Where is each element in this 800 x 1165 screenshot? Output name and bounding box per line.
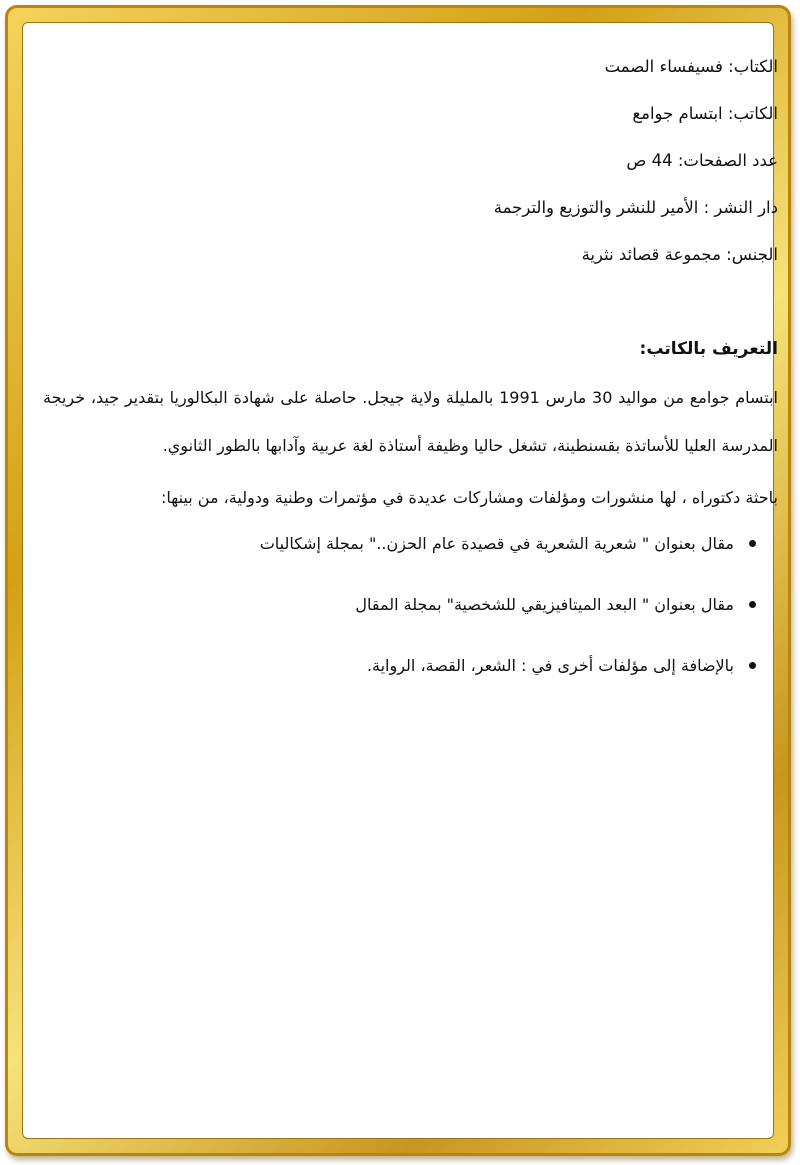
author-section-title: التعريف بالكاتب: bbox=[639, 339, 778, 359]
author-research-paragraph: باحثة دكتوراه ، لها منشورات ومؤلفات ومشاركات عديدة في مؤتمرات وطنية ودولية، من بينها: bbox=[160, 488, 778, 507]
book-title-line bbox=[43, 43, 778, 90]
info-label: الجنس: bbox=[726, 245, 778, 264]
info-value: الأمير للنشر والتوزيع والترجمة bbox=[493, 198, 699, 217]
bullet-icon bbox=[749, 662, 756, 669]
work-text: بالإضافة إلى مؤلفات أخرى في : الشعر، القصة، الرواية. bbox=[366, 656, 734, 675]
info-label: عدد الصفحات: bbox=[677, 151, 778, 170]
info-value: 44 ص bbox=[626, 151, 673, 170]
work-text: مقال بعنوان " شعرية الشعرية في قصيدة عام الحزن.." بمجلة إشكاليات bbox=[259, 534, 734, 553]
info-value: ابتسام جوامع bbox=[632, 104, 723, 123]
bullet-icon bbox=[749, 540, 756, 547]
author-bio-paragraph: ابتسام جوامع من مواليد 30 مارس 1991 بالمليلة ولاية جيجل. حاصلة على شهادة البكالوريا بتقدير جيد، خريجة المدرسة العليا للأساتذة بقسنطينة، تشغل حاليا وظيفة أستاذة لغة عربية وآدابها بالطور الثانوي. bbox=[43, 388, 779, 455]
info-label: الكتاب: bbox=[728, 57, 778, 76]
gold-frame bbox=[5, 5, 791, 1156]
genre-line bbox=[43, 231, 778, 278]
work-text: مقال بعنوان " البعد الميتافيزيقي للشخصية" بمجلة المقال bbox=[355, 595, 734, 614]
spacer bbox=[43, 278, 778, 324]
page-count-line bbox=[43, 137, 778, 184]
publisher-line bbox=[43, 184, 778, 231]
bullet-icon bbox=[749, 601, 756, 608]
list-item bbox=[43, 583, 734, 644]
list-item bbox=[43, 522, 734, 583]
info-label: دار النشر : bbox=[703, 198, 778, 217]
page-panel bbox=[22, 22, 779, 1139]
info-label: الكاتب: bbox=[727, 104, 778, 123]
info-value: مجموعة قصائد نثرية bbox=[581, 245, 721, 264]
book-info bbox=[43, 43, 778, 278]
info-value: فسيفساء الصمت bbox=[604, 57, 723, 76]
document-content bbox=[43, 43, 778, 705]
author-line bbox=[43, 90, 778, 137]
list-item bbox=[43, 644, 734, 705]
works-list bbox=[43, 522, 778, 705]
